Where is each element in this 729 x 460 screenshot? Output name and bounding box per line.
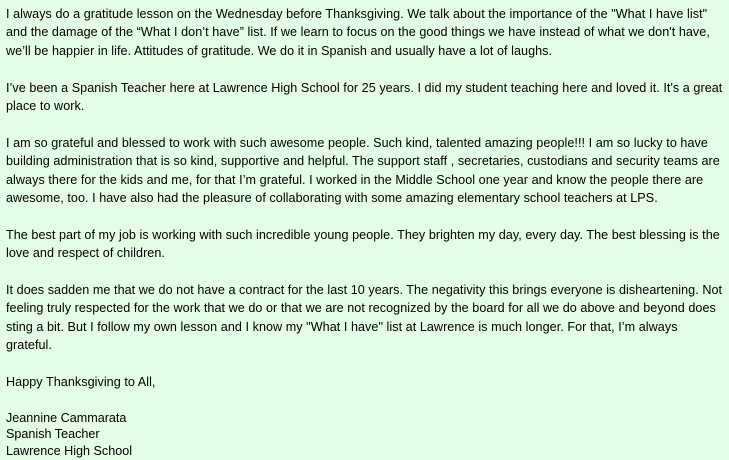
paragraph-gratitude-lesson: I always do a gratitude lesson on the Wednesday before Thanksgiving. We talk about the importance of the "What I have list" and the damage of the “What I don’t have” list. If we learn to focus on the good things we have instead of what we don't have, we’ll be happier in life. Attitudes of gratitude. We do it in Spanish and usually have a lot of laughs. (6, 7, 710, 58)
paragraph-students: The best part of my job is working with such incredible young people. They brighten my day, every day. The best blessing is the love and respect of children. (6, 227, 720, 261)
signature-title: Spanish Teacher (6, 427, 100, 442)
paragraph-spacer (6, 263, 723, 281)
paragraph-spacer (6, 60, 723, 78)
paragraph-spacer (6, 391, 723, 409)
closing-greeting: Happy Thanksgiving to All, (6, 375, 156, 390)
paragraph-contract: It does sadden me that we do not have a contract for the last 10 years. The negativity this brings everyone is disheartening. Not feeling truly respected for the work that we do or that we are not recognized by the board for all we do above and beyond does sting a bit. But I follow my own lesson and I know my "What I have" list at Lawrence is much longer. For that, I’m always grateful. (6, 283, 723, 353)
paragraph-teaching-history: I’ve been a Spanish Teacher here at Lawrence High School for 25 years. I did my student teaching here and loved it. It's a great place to work. (6, 80, 723, 114)
signature-name: Jeannine Cammarata (6, 410, 127, 425)
paragraph-spacer (6, 115, 723, 133)
paragraph-spacer (6, 355, 723, 373)
paragraph-spacer (6, 207, 723, 225)
signature-block (6, 410, 723, 460)
signature-school: Lawrence High School (6, 444, 133, 459)
paragraph-colleagues: I am so grateful and blessed to work with such awesome people. Such kind, talented amazing people!!! I am so lucky to have building administration that is so kind, supportive and helpful. The support staff , secretaries, custodians and security teams are always there for the kids and me, for that I’m grateful. I worked in the Middle School one year and know the people there are awesome, too. I have also had the pleasure of collaborating with some amazing elementary school teachers at LPS. (6, 135, 720, 206)
